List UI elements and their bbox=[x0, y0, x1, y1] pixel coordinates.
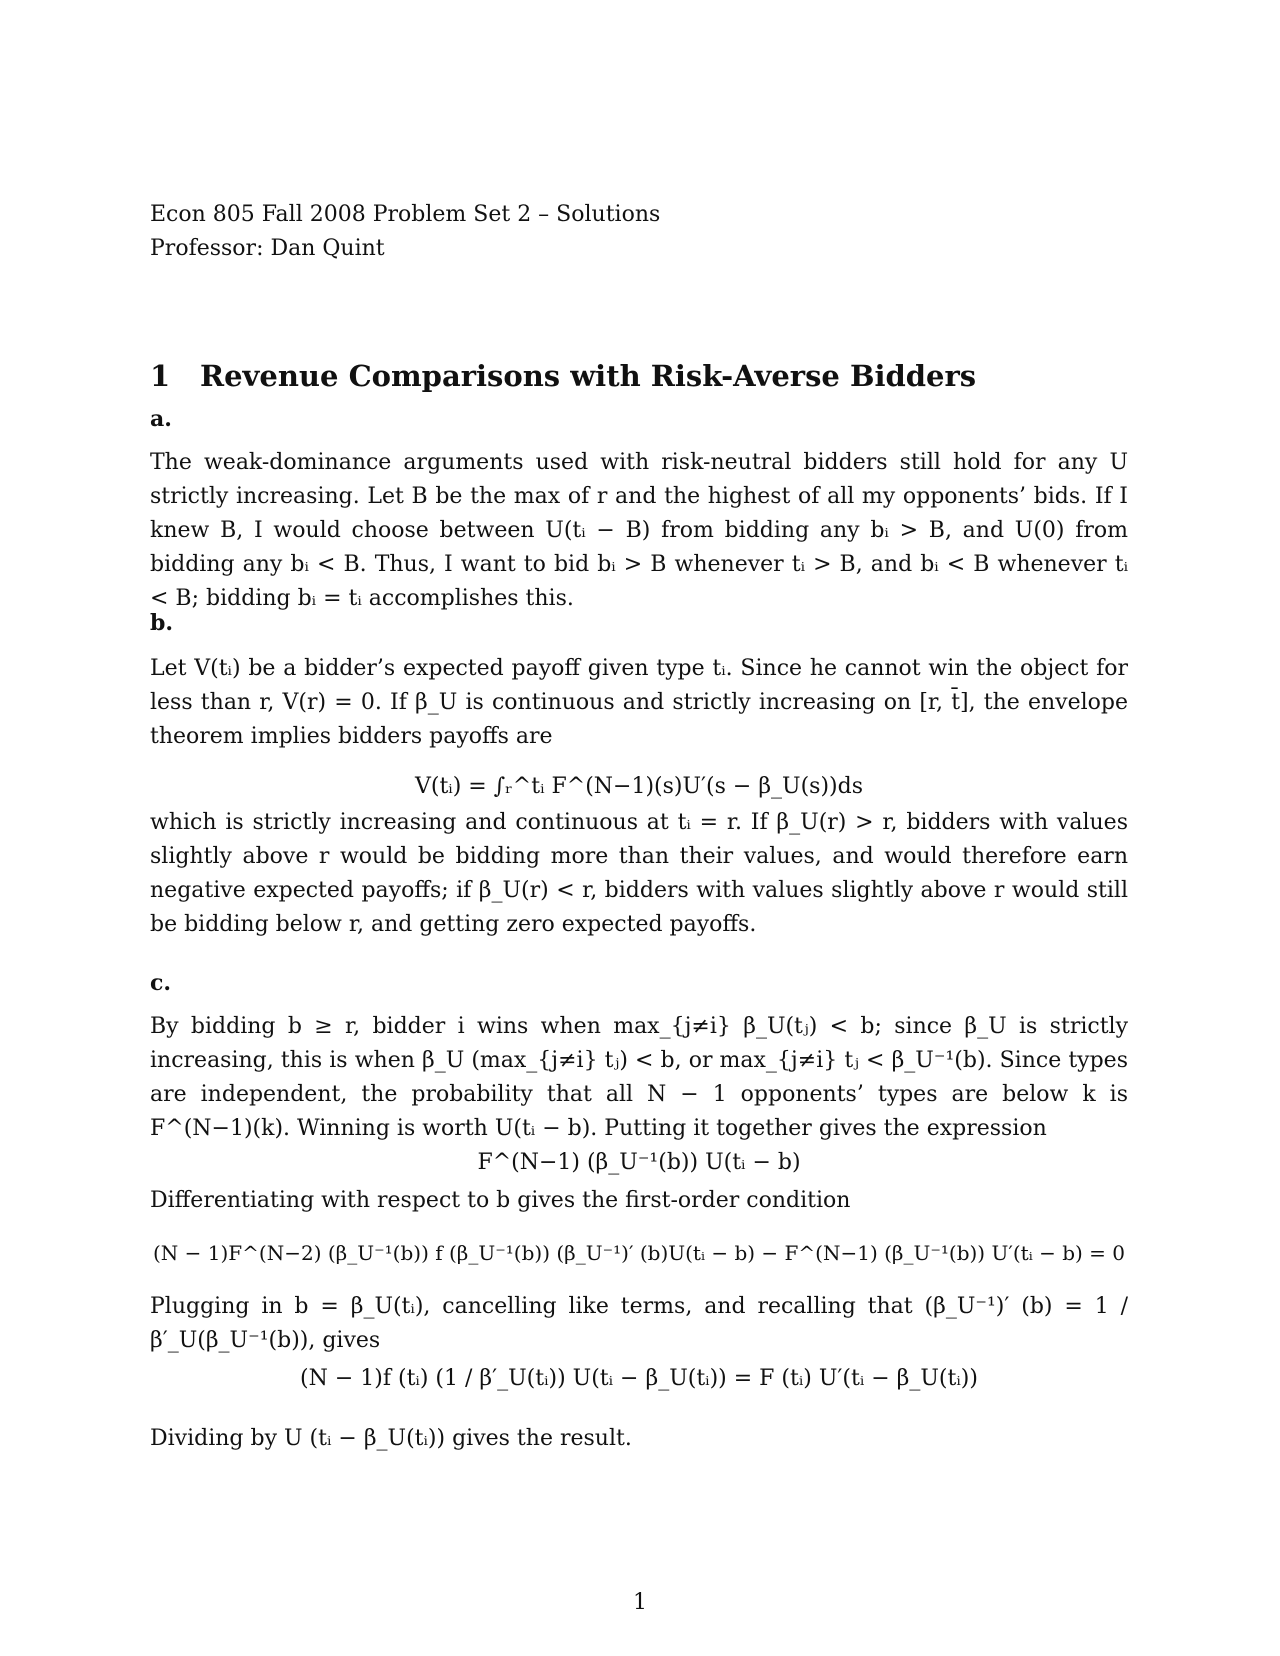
part-c-label: c. bbox=[150, 970, 172, 996]
part-c-text-2: Differentiating with respect to b gives the first-order condition bbox=[150, 1188, 851, 1213]
part-b-label: b. bbox=[150, 610, 174, 636]
part-c-text-4: Dividing by U (tᵢ − β_U(tᵢ)) gives the result. bbox=[150, 1426, 632, 1451]
course-line: Econ 805 Fall 2008 Problem Set 2 – Solutions bbox=[150, 202, 661, 227]
section-title: Revenue Comparisons with Risk-Averse Bidders bbox=[200, 359, 977, 393]
part-c-equation-2: (N − 1)F^(N−2) (β_U⁻¹(b)) f (β_U⁻¹(b)) (β_U⁻¹)′ (b)U(tᵢ − b) − F^(N−1) (β_U⁻¹(b)) U′(tᵢ − b) = 0 bbox=[152, 1241, 1126, 1265]
document-header bbox=[150, 198, 1128, 266]
part-a-text: The weak-dominance arguments used with risk-neutral bidders still hold for any U strictly increasing. Let B be the max of r and the highest of all my opponents’ bids. If I knew B, I would choose between U(tᵢ − B) from bidding any bᵢ > B, and U(0) from bidding any bᵢ < B. Thus, I want to bid bᵢ > B whenever tᵢ > B, and bᵢ < B whenever tᵢ < B; bidding bᵢ = tᵢ accomplishes this. bbox=[150, 450, 1128, 611]
part-b-equation: V(tᵢ) = ∫ᵣ^tᵢ F^(N−1)(s)U′(s − β_U(s))ds bbox=[414, 774, 864, 799]
part-b-text-2: which is strictly increasing and continuous at tᵢ = r. If β_U(r) > r, bidders with values slightly above r would be bidding more than their values, and would therefore earn negative expected payoffs; if β_U(r) < r, bidders with values slightly above r would still be bidding below r, and getting zero expected payoffs. bbox=[150, 810, 1128, 937]
section-number: 1 bbox=[150, 359, 171, 393]
part-c-text-1: By bidding b ≥ r, bidder i wins when max_{j≠i} β_U(tⱼ) < b; since β_U is strictly increasing, this is when β_U (max_{j≠i} tⱼ) < b, or max_{j≠i} tⱼ < β_U⁻¹(b). Since types are independent, the probability that all N − 1 opponents’ types are below k is F^(N−1)(k). Winning is worth U(tᵢ − b). Putting it together gives the expression bbox=[150, 1014, 1128, 1141]
professor-line: Professor: Dan Quint bbox=[150, 236, 385, 261]
part-b-text-1: Let V(tᵢ) be a bidder’s expected payoff given type tᵢ. Since he cannot win the object for less than r, V(r) = 0. If β_U is continuous and strictly increasing on [r, t̄], the envelope theorem implies bidders payoffs are bbox=[150, 656, 1128, 749]
section-heading bbox=[150, 356, 1128, 396]
page-number: 1 bbox=[633, 1590, 647, 1615]
part-a-label: a. bbox=[150, 406, 172, 432]
part-c-equation-3: (N − 1)f (tᵢ) (1 / β′_U(tᵢ)) U(tᵢ − β_U(tᵢ)) = F (tᵢ) U′(tᵢ − β_U(tᵢ)) bbox=[300, 1366, 978, 1391]
part-c-text-3: Plugging in b = β_U(tᵢ), cancelling like terms, and recalling that (β_U⁻¹)′ (b) = 1 / β′_U(β_U⁻¹(b)), gives bbox=[150, 1294, 1128, 1353]
part-c-equation-1: F^(N−1) (β_U⁻¹(b)) U(tᵢ − b) bbox=[477, 1150, 801, 1175]
